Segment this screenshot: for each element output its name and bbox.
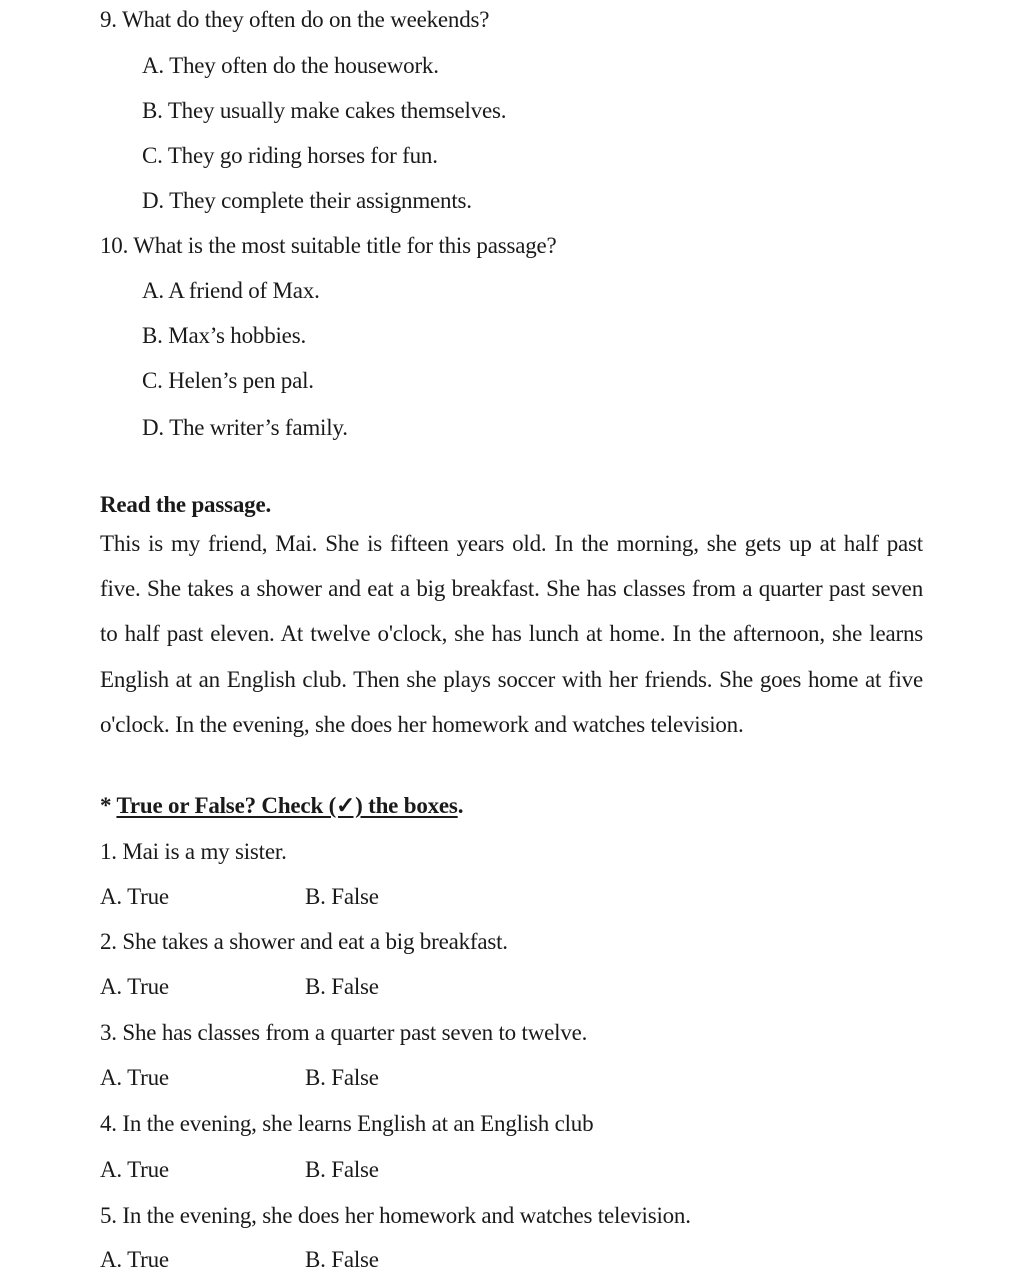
tf-3-option-false: B. False	[305, 1065, 379, 1090]
q9-option-d: D. They complete their assignments.	[142, 188, 472, 213]
tf-statement-1: 1. Mai is a my sister.	[100, 839, 287, 864]
q9-option-a: A. They often do the housework.	[142, 53, 439, 78]
q10-option-a: A. A friend of Max.	[142, 278, 320, 303]
question-9: 9. What do they often do on the weekends?	[100, 7, 490, 32]
instruction-title: True or False? Check (✓) the boxes	[116, 793, 458, 818]
tf-statement-2: 2. She takes a shower and eat a big breakfast.	[100, 929, 508, 954]
reading-heading: Read the passage.	[100, 492, 272, 517]
tf-1-option-false: B. False	[305, 884, 379, 909]
q10-option-d: D. The writer’s family.	[142, 415, 348, 440]
tf-statement-5: 5. In the evening, she does her homework and watches television.	[100, 1203, 691, 1228]
tf-statement-3: 3. She has classes from a quarter past seven to twelve.	[100, 1020, 588, 1045]
tf-3-option-true: A. True	[100, 1065, 169, 1090]
question-10: 10. What is the most suitable title for this passage?	[100, 233, 557, 258]
tf-5-option-true: A. True	[100, 1247, 169, 1272]
tf-statement-4: 4. In the evening, she learns English at an English club	[100, 1111, 594, 1136]
tf-4-option-true: A. True	[100, 1157, 169, 1182]
tf-2-option-true: A. True	[100, 974, 169, 999]
true-false-instruction	[100, 792, 463, 820]
tf-1-option-true: A. True	[100, 884, 169, 909]
instruction-suffix: .	[457, 793, 464, 818]
q9-option-b: B. They usually make cakes themselves.	[142, 98, 507, 123]
q10-option-c: C. Helen’s pen pal.	[142, 368, 314, 393]
tf-5-option-false: B. False	[305, 1247, 379, 1272]
tf-4-option-false: B. False	[305, 1157, 379, 1182]
instruction-prefix: *	[100, 793, 117, 818]
reading-passage: This is my friend, Mai. She is fifteen years old. In the morning, she gets up at half past five. She takes a shower and eat a big breakfast. She has classes from a quarter past seven to half past eleven. At twelve o'clock, she has lunch at home. In the afternoon, she learns English at an English club. Then she plays soccer with her friends. She goes home at five o'clock. In the evening, she does her homework and watches television.	[100, 531, 923, 737]
tf-2-option-false: B. False	[305, 974, 379, 999]
q10-option-b: B. Max’s hobbies.	[142, 323, 306, 348]
q9-option-c: C. They go riding horses for fun.	[142, 143, 438, 168]
